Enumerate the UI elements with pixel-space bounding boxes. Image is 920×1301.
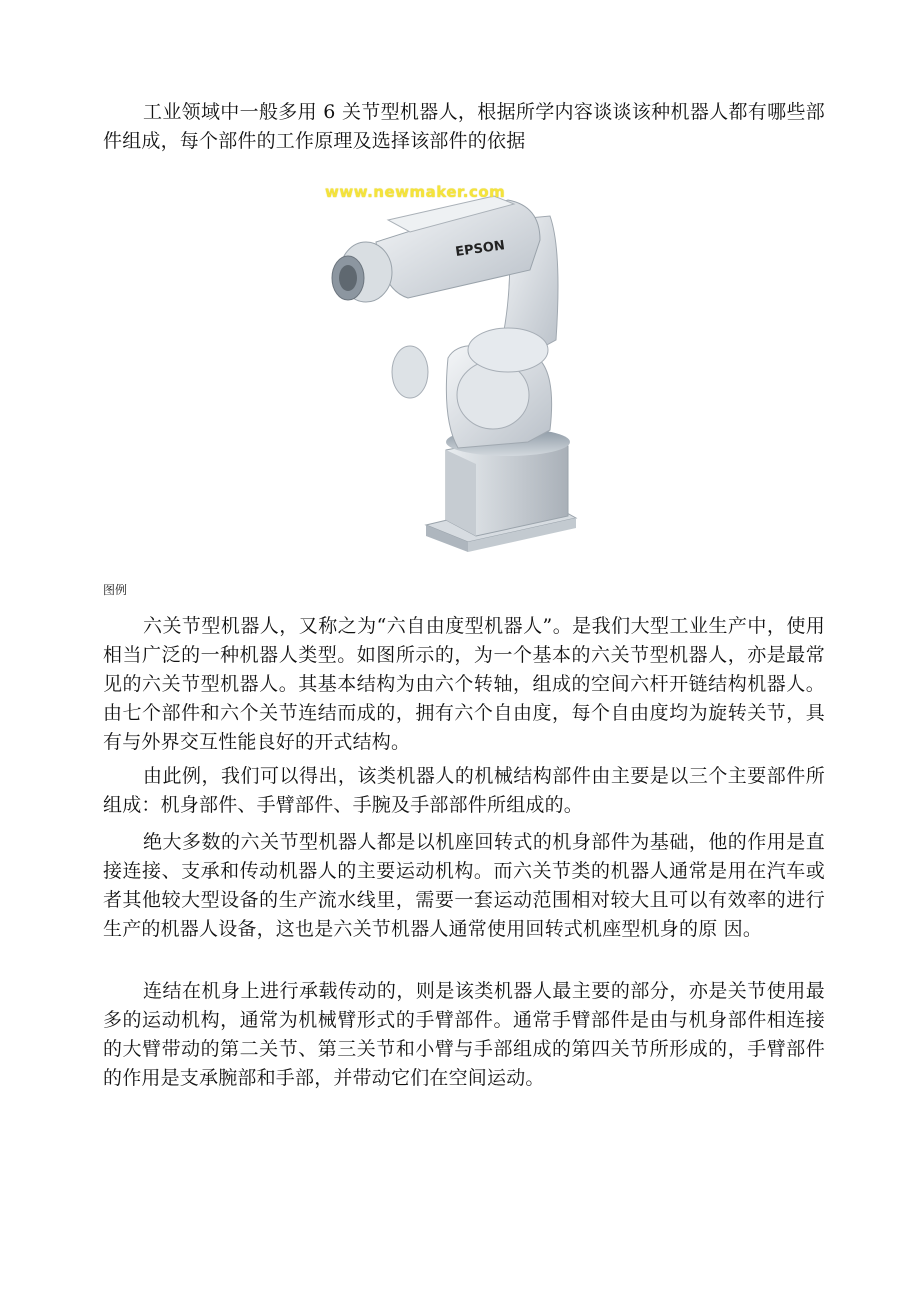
body-paragraph: 绝大多数的六关节型机器人都是以机座回转式的机身部件为基础，他的作用是直接连接、支承和传动机器人的主要运动机构。而六关节类的机器人通常是用在汽车或者其他较大型设备的生产流水线里，需要一套运动范围相对较大且可以有效率的进行生产的机器人设备，这也是六关节机器人通常使用回转式机座型机身的原 因。 (103, 831, 825, 940)
figure-caption: 图例 (103, 583, 128, 597)
robot-arm-image (318, 180, 586, 566)
image-watermark: www.newmaker.com (325, 183, 506, 201)
brand-label: EPSON (454, 238, 506, 260)
question-paragraph: 工业领域中一般多用 6 关节型机器人，根据所学内容谈谈该种机器人都有哪些部件组成，每个部件的工作原理及选择该部件的依据 (103, 101, 825, 152)
body-paragraph: 连结在机身上进行承载传动的，则是该类机器人最主要的部分，亦是关节使用最多的运动机构，通常为机械臂形式的手臂部件。通常手臂部件是由与机身部件相连接的大臂带动的第二关节、第三关节和小臂与手部组成的第四关节所形成的，手臂部件的作用是支承腕部和手部，并带动它们在空间运动。 (103, 980, 825, 1089)
body-paragraph: 由此例，我们可以得出，该类机器人的机械结构部件由主要是以三个主要部件所组成：机身部件、手臂部件、手腕及手部部件所组成的。 (103, 765, 825, 816)
body-paragraph: 六关节型机器人，又称之为“六自由度型机器人”。是我们大型工业生产中，使用相当广泛的一种机器人类型。如图所示的，为一个基本的六关节型机器人，亦是最常见的六关节型机器人。其基本结构为由六个转轴，组成的空间六杆开链结构机器人。由七个部件和六个关节连结而成的，拥有六个自由度，每个自由度均为旋转关节，具有与外界交互性能良好的开式结构。 (103, 615, 825, 753)
